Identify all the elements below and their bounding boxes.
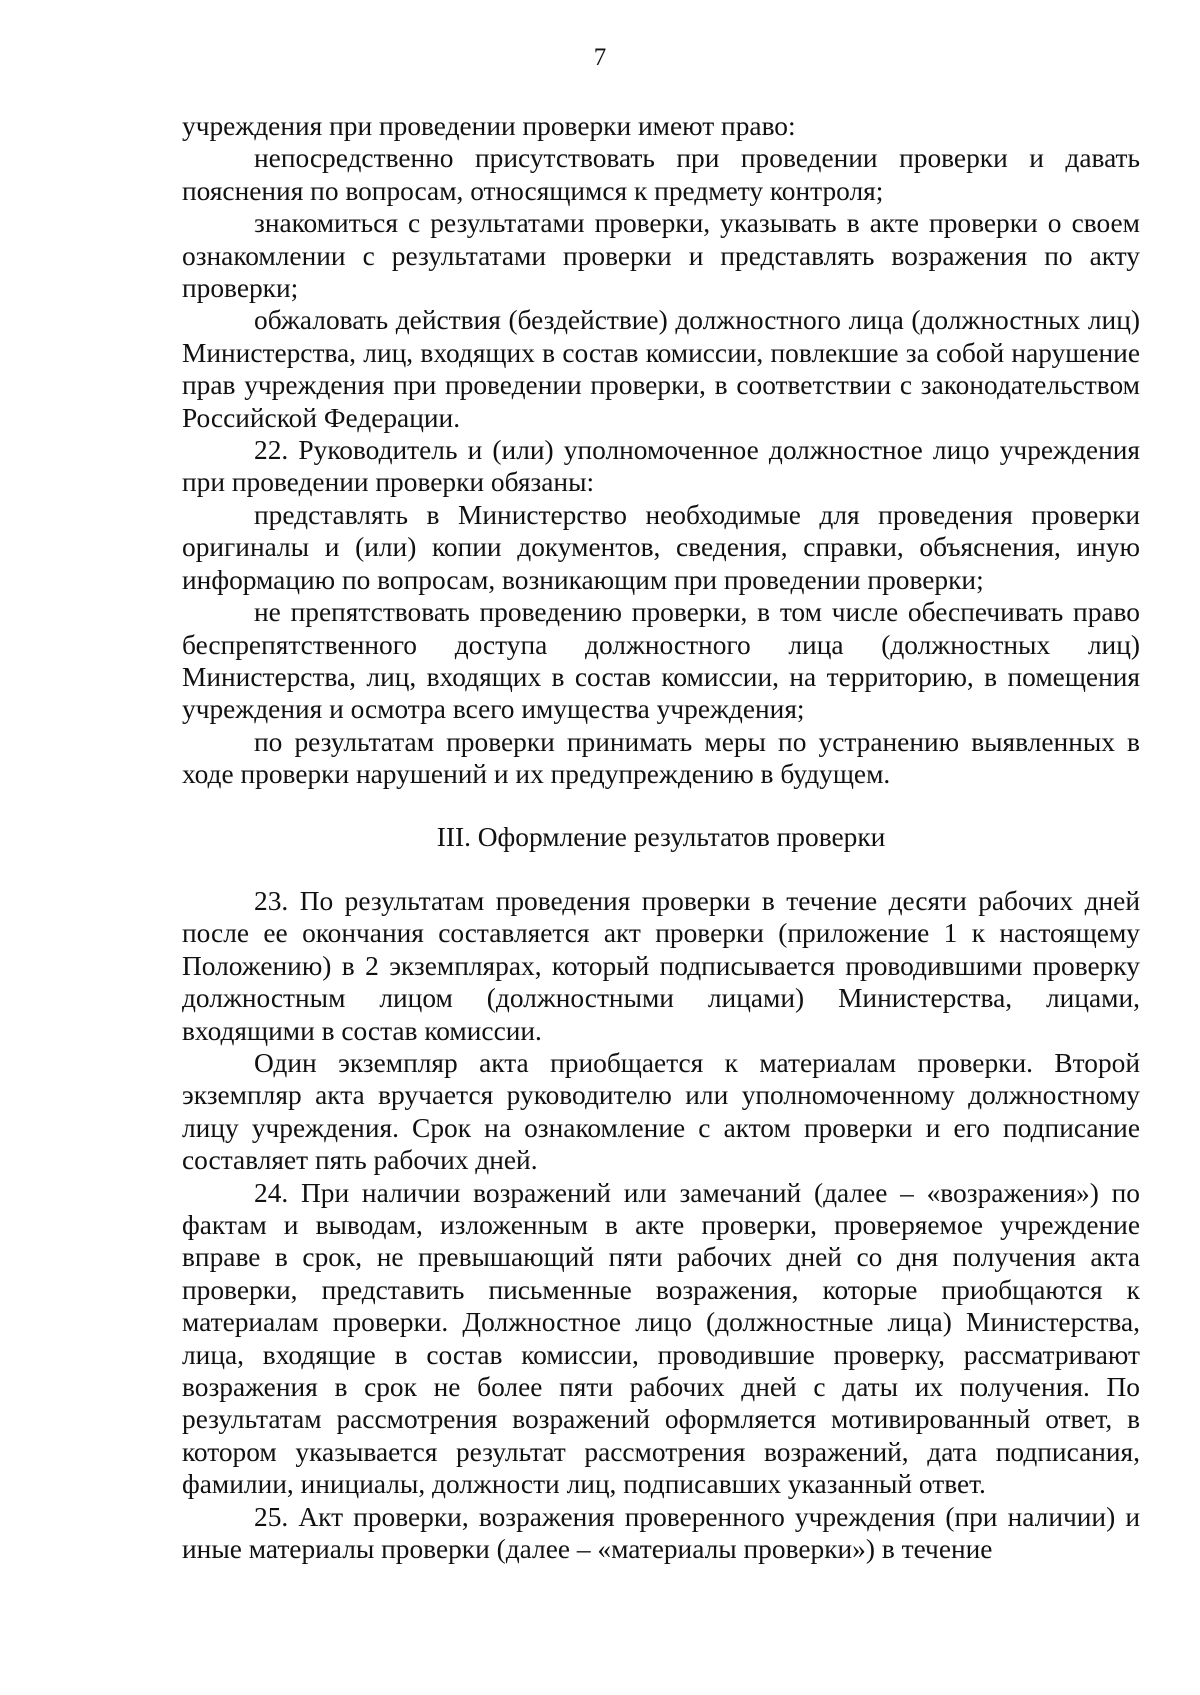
paragraph: представлять в Министерство необходимые для проведения проверки оригиналы и (или) копии документов, сведения, справки, объяснения, иную информацию по вопросам, возникающим при проведении проверки; bbox=[182, 499, 1140, 595]
paragraph: знакомиться с результатами проверки, указывать в акте проверки о своем ознакомлении с результатами проверки и представлять возражения по акту проверки; bbox=[182, 208, 1140, 304]
paragraph: по результатам проверки принимать меры по устранению выявленных в ходе проверки нарушений и их предупреждению в будущем. bbox=[182, 726, 1140, 790]
paragraph: непосредственно присутствовать при проведении проверки и давать пояснения по вопросам, относящимся к предмету контроля; bbox=[182, 143, 1140, 206]
page-number: 7 bbox=[593, 44, 607, 71]
paragraph: учреждения при проведении проверки имеют право: bbox=[182, 111, 796, 141]
paragraph: 23. По результатам проведения проверки в течение десяти рабочих дней после ее окончания составляется акт проверки (приложение 1 к настоящему Положению) в 2 экземплярах, который подписывается проводившими проверку должностным лицом (должностными лицами) Министерства, лицами, входящими в состав комиссии. bbox=[182, 885, 1140, 1046]
document-body bbox=[182, 110, 1140, 1565]
paragraph: 22. Руководитель и (или) уполномоченное должностное лицо учреждения при проведении проверки обязаны: bbox=[182, 435, 1140, 498]
paragraph: не препятствовать проведению проверки, в том числе обеспечивать право беспрепятственного доступа должностного лица (должностных лиц) Министерства, лиц, входящих в состав комиссии, на территорию, в помещения учреждения и осмотра всего имущества учреждения; bbox=[182, 597, 1140, 725]
paragraph: обжаловать действия (бездействие) должностного лица (должностных лиц) Министерства, лиц, входящих в состав комиссии, повлекшие за собой нарушение прав учреждения при проведении проверки, в соответствии с законодательством Российской Федерации. bbox=[182, 305, 1140, 433]
section-heading: III. Оформление результатов проверки bbox=[436, 821, 886, 852]
paragraph: 24. При наличии возражений или замечаний (далее – «возражения») по фактам и выводам, изложенным в акте проверки, проверяемое учреждение вправе в срок, не превышающий пяти рабочих дней со дня получения акта проверки, представить письменные возражения, которые приобщаются к материалам проверки. Должностное лицо (должностные лица) Министерства, лица, входящие в состав комиссии, проводившие проверку, рассматривают возражения в срок не более пяти рабочих дней с даты их получения. По результатам рассмотрения возражений оформляется мотивированный ответ, в котором указывается результат рассмотрения возражений, дата подписания, фамилии, инициалы, должности лиц, подписавших указанный ответ. bbox=[182, 1177, 1140, 1500]
paragraph: Один экземпляр акта приобщается к материалам проверки. Второй экземпляр акта вручается руководителю или уполномоченному должностному лицу учреждения. Срок на ознакомление с актом проверки и его подписание составляет пять рабочих дней. bbox=[182, 1047, 1140, 1176]
paragraph: 25. Акт проверки, возражения проверенного учреждения (при наличии) и иные материалы проверки (далее – «материалы проверки») в течение bbox=[182, 1501, 1140, 1565]
